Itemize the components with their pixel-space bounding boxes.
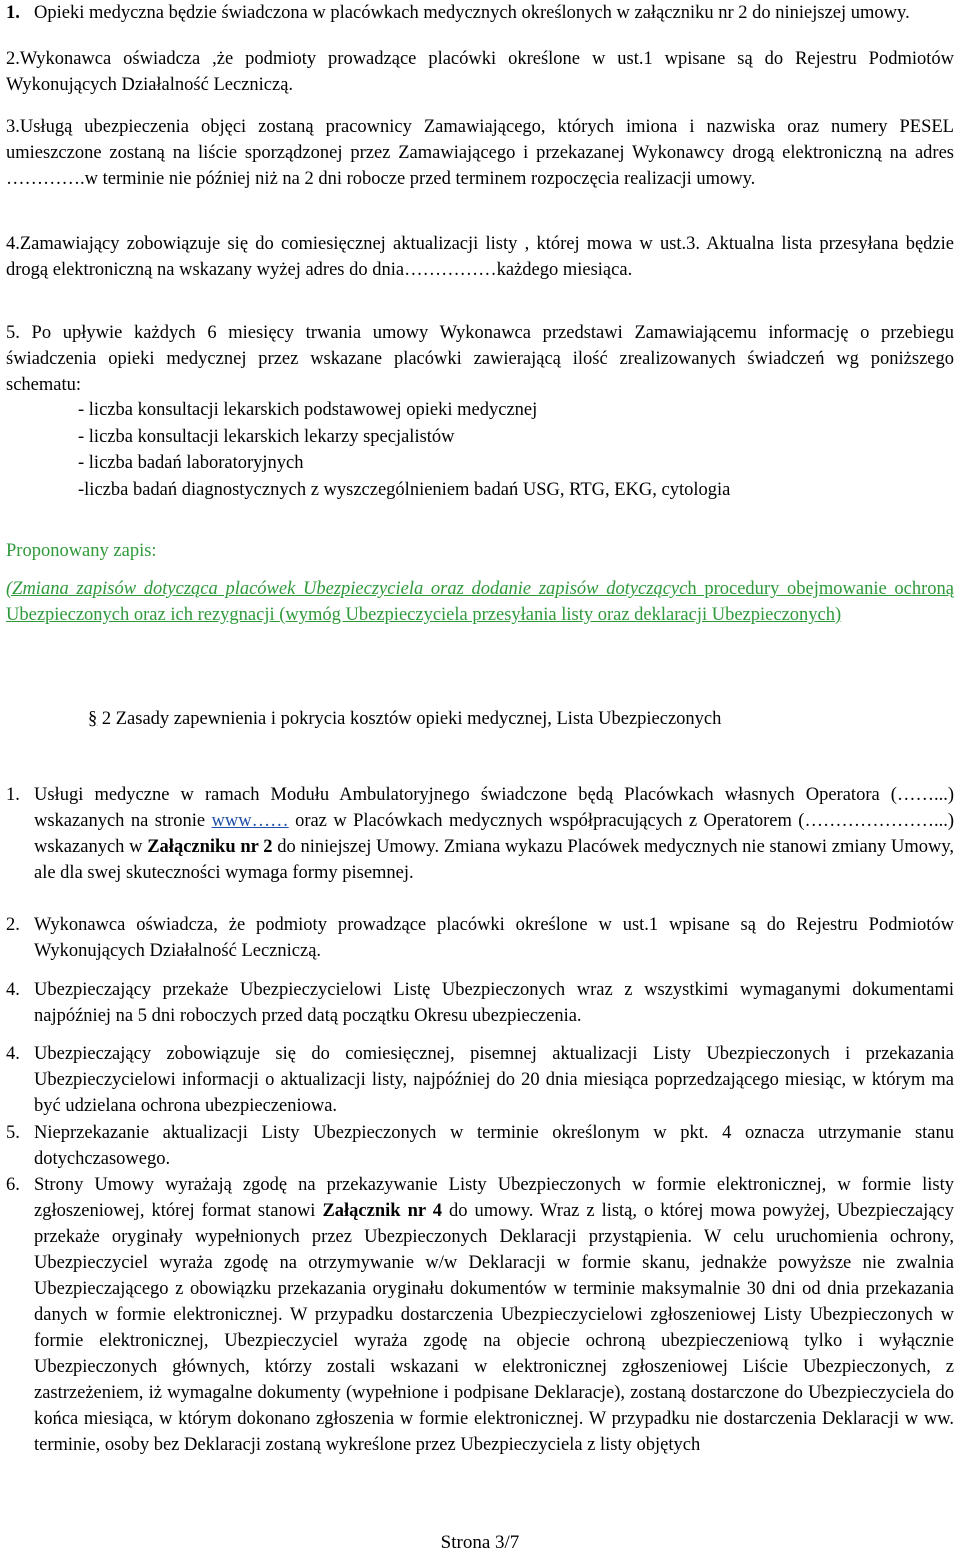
item-1-text-c: do niniejszej Umowy. Zmiana wykazu Placówek medycznych nie stanowi zmiany Umowy, ale dla swej skuteczności wymaga formy pisemnej. bbox=[34, 837, 954, 883]
report-scheme-list bbox=[78, 397, 730, 503]
item-2-number: 2. bbox=[6, 915, 20, 935]
proposal-note-italic: (Zmiana zapisów dotycząca placówek Ubezpieczyciela oraz dodanie zapisów dotyczącyc bbox=[6, 579, 688, 599]
item-4 bbox=[6, 1041, 954, 1119]
top-item-2: 2.Wykonawca oświadcza ,że podmioty prowadzące placówki określone w ust.1 wpisane są do Rejestru Podmiotów Wykonujących Działalność Leczniczą. bbox=[6, 49, 954, 95]
item-6-text-a: Strony Umowy wyrażają zgodę na przekazywanie Listy Ubezpieczonych w formie elektronicznej, w formie listy zgłoszeniowej, której format stanowi bbox=[34, 1175, 954, 1221]
top-item-3: 3.Usługą ubezpieczenia objęci zostaną pracownicy Zamawiającego, których imiona i nazwiska oraz numery PESEL umieszczone zostaną na liście sporządzonej przez Zamawiającego i przekazanej Wykonawcy drogą elektroniczną na adres ………….w terminie nie później niż na 2 dni robocze przed terminem rozpoczęcia realizacji umowy. bbox=[6, 117, 954, 189]
top-item-1 bbox=[6, 0, 954, 26]
top-item-4: 4.Zamawiający zobowiązuje się do comiesięcznej aktualizacji listy , której mowa w ust.3. Aktualna lista przesyłana będzie drogą elektroniczną na wskazany wyżej adres do dnia……………każdego miesiąca. bbox=[6, 234, 954, 280]
item-1 bbox=[6, 782, 954, 886]
list-item: - liczba badań laboratoryjnych bbox=[78, 453, 304, 473]
item-2 bbox=[6, 912, 954, 964]
section-marker: § bbox=[88, 709, 98, 729]
proposal-heading: Proponowany zapis: bbox=[6, 541, 157, 561]
list-item: - liczba konsultacji lekarskich lekarzy specjalistów bbox=[78, 426, 455, 447]
top-item-1-text: Opieki medyczna będzie świadczona w placówkach medycznych określonych w załączniku nr 2 do niniejszej umowy. bbox=[34, 3, 910, 23]
proposal-note bbox=[6, 576, 954, 628]
item-6 bbox=[6, 1172, 954, 1458]
list-item: - liczba konsultacji lekarskich podstawowej opieki medycznej bbox=[78, 400, 538, 420]
item-2-text: Wykonawca oświadcza, że podmioty prowadzące placówki określone w ust.1 wpisane są do Rejestru Podmiotów Wykonujących Działalność Leczniczą. bbox=[34, 915, 954, 961]
item-5-number: 5. bbox=[6, 1123, 20, 1143]
item-1-attachment-ref: Załączniku nr 2 bbox=[147, 837, 273, 857]
operator-website-link[interactable]: www…… bbox=[211, 811, 289, 831]
section-heading bbox=[88, 706, 948, 732]
page-number: Strona 3/7 bbox=[440, 1532, 520, 1553]
item-1-text-b: oraz w Placówkach medycznych współpracujących z Operatorem (…………………...) wskazanych w bbox=[34, 811, 954, 857]
item-1-number: 1. bbox=[6, 785, 20, 805]
item-4-text: Ubezpieczający zobowiązuje się do comiesięcznej, pisemnej aktualizacji Listy Ubezpieczonych i przekazania Ubezpieczycielowi informacji o aktualizacji listy, najpóźniej do 20 dnia miesiąca poprzedzającego miesiąc, w którym ma być udzielana ochrona ubezpieczeniowa. bbox=[34, 1044, 954, 1116]
item-1-text-a: Usługi medyczne w ramach Modułu Ambulatoryjnego świadczone będą Placówkach własnych Operatora (……...) wskazanych na stronie bbox=[34, 785, 954, 831]
item-6-number: 6. bbox=[6, 1175, 20, 1195]
list-item: -liczba badań diagnostycznych z wyszczególnieniem badań USG, RTG, EKG, cytologia bbox=[78, 479, 731, 500]
section-title: 2 Zasady zapewnienia i pokrycia kosztów opieki medycznej, Lista Ubezpieczonych bbox=[97, 709, 722, 729]
item-3-number: 4. bbox=[6, 980, 20, 1000]
item-3 bbox=[6, 977, 954, 1029]
item-3-text: Ubezpieczający przekaże Ubezpieczycielowi Listę Ubezpieczonych wraz z wszystkimi wymaganymi dokumentami najpóźniej na 5 dni roboczych przed datą początku Okresu ubezpieczenia. bbox=[34, 980, 954, 1026]
top-item-5: 5. Po upływie każdych 6 miesięcy trwania umowy Wykonawca przedstawi Zamawiającemu informację o przebiegu świadczenia opieki medycznej przez wskazane placówki zawierającą ilość zrealizowanych świadczeń wg poniższego schematu: bbox=[6, 323, 954, 395]
item-6-text-b: do umowy. Wraz z listą, o której mowa powyżej, Ubezpieczający przekaże oryginały wypełnionych przez Ubezpieczonych Deklaracji przystąpienia. W celu uruchomienia ochrony, Ubezpieczyciel wyraża zgodę na otrzymywanie w/w Deklaracji w formie skanu, jednakże powyższe nie zwalnia Ubezpieczającego z obowiązku przekazania oryginału dokumentów w terminie maksymalnie 30 dni od dnia przekazania danych w formie elektronicznej. W przypadku dostarczenia Ubezpieczycielowi zgłoszeniowej Listy Ubezpieczonych w formie elektronicznej, Ubezpieczyciel wyraża zgodę na objecie ochroną ubezpieczeniową tylko i wyłącznie Ubezpieczonych głównych, którzy zostali wskazani w elektronicznej zgłoszeniowej Liście Ubezpieczonych, z zastrzeżeniem, iż wymagalne dokumenty (wypełnione i podpisane Deklaracje), zostaną dostarczone do Ubezpieczyciela do końca miesiąca, w którym dokonano zgłoszenia w formie elektronicznej. W przypadku nie dostarczenia Deklaracji w ww. terminie, osoby bez Deklaracji zostaną wykreślone przez Ubezpieczyciela z listy objętych bbox=[34, 1201, 954, 1455]
item-6-attachment-ref: Załącznik nr 4 bbox=[322, 1201, 442, 1221]
item-5-text: Nieprzekazanie aktualizacji Listy Ubezpieczonych w terminie określonym w pkt. 4 oznacza utrzymanie stanu dotychczasowego. bbox=[34, 1123, 954, 1169]
top-item-1-number: 1. bbox=[6, 3, 20, 23]
proposal-note-rest: h procedury obejmowanie ochroną Ubezpieczonych oraz ich rezygnacji (wymóg Ubezpieczyciela przesyłania listy oraz deklaracji Ubezpieczonych) bbox=[6, 579, 954, 625]
item-4-number: 4. bbox=[6, 1044, 20, 1064]
item-5 bbox=[6, 1120, 954, 1172]
